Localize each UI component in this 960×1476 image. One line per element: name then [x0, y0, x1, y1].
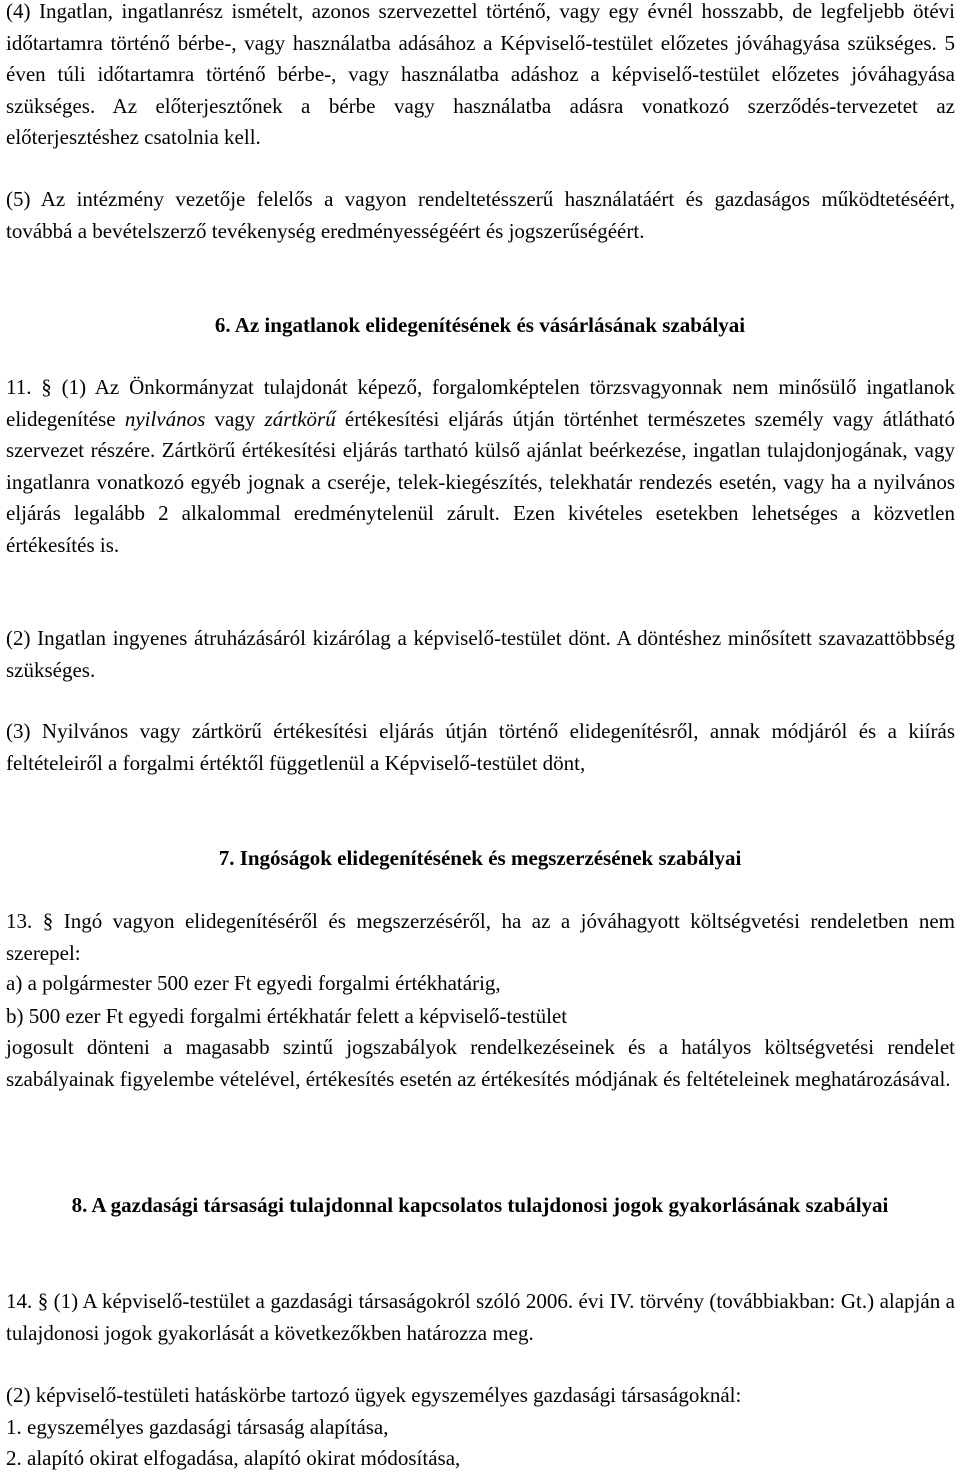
list-item-14-2-2: 2. alapító okirat elfogadása, alapító okirat módosítása, — [6, 1446, 461, 1470]
section-heading-8: 8. A gazdasági társasági tulajdonnal kapcsolatos tulajdonosi jogok gyakorlásának szabályai — [71, 1193, 889, 1217]
paragraph-11-1-text-e: értékesítési eljárás útján történhet természetes személy vagy átlátható szervezet részére. Zártkörű értékesítési eljárás tartható külső ajánlat beérkezése, ingatlan tulajdonjogának, vagy ingatlanra vonatkozó egyéb jognak a cseréje, telek-kiegészítés, telekhatár rendezés esetén, vagy ha a nyilvános eljárás legalább 2 alkalommal eredménytelenül zárult. Ezen kivételes esetekben lehetséges a közvetlen értékesítés is. — [6, 406, 955, 557]
list-item-13-b: b) 500 ezer Ft egyedi forgalmi értékhatár felett a képviselő-testület — [6, 1004, 568, 1028]
paragraph-11-1-text-nyilvanos: nyilvános — [124, 406, 206, 431]
list-item-13-a: a) a polgármester 500 ezer Ft egyedi forgalmi értékhatárig, — [6, 971, 501, 995]
section-heading-7: 7. Ingóságok elidegenítésének és megszerzésének szabályai — [218, 846, 742, 870]
paragraph-13-conclusion: jogosult dönteni a magasabb szintű jogszabályok rendelkezéseinek és a hatályos költségvetési rendelet szabályainak figyelembe vételével, értékesítés esetén az értékesítés módjának és feltételeinek meghatározásával. — [6, 1035, 955, 1091]
paragraph-11-1 — [0, 372, 960, 561]
paragraph-11-1-text-a: 11. § (1) Az Önkormányzat tulajdonát képező, forgalomképtelen törzsvagyonnak nem minősülő ingatlanok elidegenítése — [6, 375, 955, 431]
paragraph-13: 13. § Ingó vagyon elidegenítéséről és megszerzéséről, ha az a jóváhagyott költségvetési rendeletben nem szerepel: — [6, 909, 955, 965]
paragraph-14-1: 14. § (1) A képviselő-testület a gazdasági társaságokról szóló 2006. évi IV. törvény (továbbiakban: Gt.) alapján a tulajdonosi jogok gyakorlását a következőkben határozza meg. — [6, 1289, 955, 1345]
paragraph-14-2: (2) képviselő-testületi hatáskörbe tartozó ügyek egyszemélyes gazdasági társaságoknál: — [6, 1383, 742, 1407]
paragraph-11-3: (3) Nyilvános vagy zártkörű értékesítési eljárás útján történő elidegenítésről, annak módjáról és a kiírás feltételeiről a forgalmi értéktől függetlenül a Képviselő-testület dönt, — [6, 719, 955, 775]
paragraph-4: (4) Ingatlan, ingatlanrész ismételt, azonos szervezettel történő, vagy egy évnél hosszabb, de legfeljebb ötévi időtartamra történő bérbe-, vagy használatba adásához a Képviselő-testület előzetes jóváhagyása szükséges. 5 éven túli időtartamra történő bérbe-, vagy használatba adáshoz a képviselő-testület előzetes jóváhagyása szükséges. Az előterjesztőnek a bérbe vagy használatba adásra vonatkozó szerződés-tervezetet az előterjesztéshez csatolnia kell. — [6, 0, 955, 149]
paragraph-5: (5) Az intézmény vezetője felelős a vagyon rendeltetésszerű használatáért és gazdaságos működtetéséért, továbbá a bevételszerző tevékenység eredményességéért és jogszerűségéért. — [6, 187, 955, 243]
paragraph-11-1-text-zartkoru: zártkörű — [264, 406, 336, 431]
section-heading-6: 6. Az ingatlanok elidegenítésének és vásárlásának szabályai — [214, 313, 746, 337]
paragraph-11-2: (2) Ingatlan ingyenes átruházásáról kizárólag a képviselő-testület dönt. A döntéshez minősített szavazattöbbség szükséges. — [6, 626, 955, 682]
paragraph-11-1-text-c: vagy — [205, 406, 265, 431]
list-item-14-2-1: 1. egyszemélyes gazdasági társaság alapítása, — [6, 1415, 389, 1439]
